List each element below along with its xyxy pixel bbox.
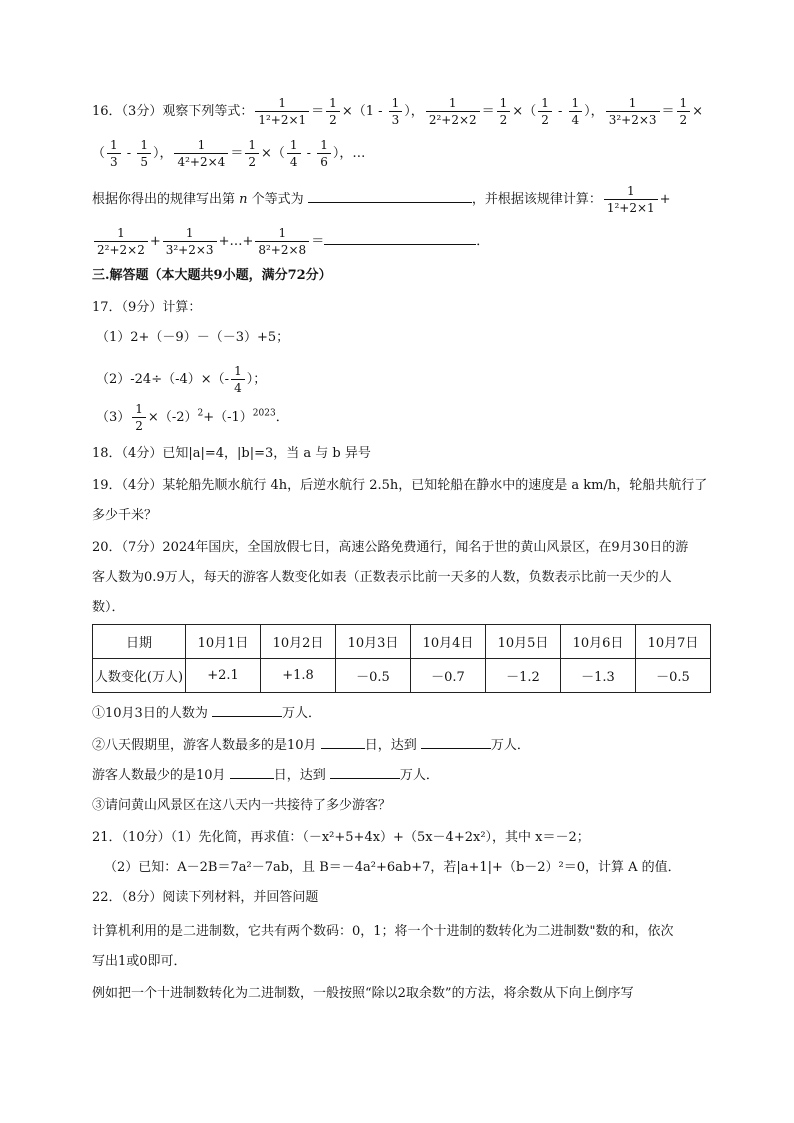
table-cell: －0.5 [336,659,411,693]
q21-line-1: 21．（10分）（1）先化简，再求值：（－x²+5+4x）+（5x－4+2x²），其中 x＝－2； [92,830,590,845]
times: × [341,104,353,119]
text: ）， [152,146,173,161]
equals: ＝ [481,104,495,119]
text: ）， [584,104,604,119]
text: +…+ [218,234,254,249]
q22-line-1: 22．（8分）阅读下列材料，并回答问题 [92,890,319,905]
equals: ＝ [311,104,325,119]
text: ①10月3日的人数为 [92,706,208,721]
text: ），… [332,146,366,161]
table-header-cell: 10月4日 [411,625,486,659]
text: 万人． [490,738,530,753]
table-cell: －1.2 [486,659,561,693]
text: ． [476,234,490,249]
table-cell: －0.5 [636,659,711,693]
fraction: $\frac{1}{\text{1²+2×1}}$ [255,96,309,127]
exponent: 2023 [252,408,276,419]
text: ）； [246,372,267,387]
fraction: $\frac{1}{4}$ [569,96,583,127]
text: 万人． [281,706,321,721]
answer-blank[interactable] [324,230,476,245]
text: （2）-24÷（-4）×（- [96,372,230,387]
fraction: $\frac{1}{2}$ [326,96,340,127]
text: 日，达到 [273,768,326,783]
answer-blank[interactable] [230,764,274,779]
fraction: $\frac{1}{4}$ [287,138,301,169]
table-header-cell: 日期 [93,625,186,659]
answer-blank[interactable] [321,734,365,749]
fraction: $\frac{1}{2}$ [245,138,259,169]
times: × [260,146,272,161]
table-cell: －1.3 [561,659,636,693]
q20-sub-2b [92,764,439,786]
exponent: 2 [197,408,204,419]
q16-line-2 [92,138,365,169]
fraction: $\frac{1}{3}$ [107,138,121,169]
equals: ＝ [311,234,325,249]
q20-sub-2 [92,734,530,756]
table-row [93,659,711,693]
fraction: $\frac{1}{6}$ [317,138,331,169]
fraction: $\frac{1}{4}$ [231,364,245,395]
fraction: $\frac{1}{2}$ [677,96,691,127]
text: （ [92,146,106,161]
fraction: $\frac{1}{\text{3²+2×3}}$ [163,226,217,257]
times: × [512,104,524,119]
q17-part-2 [96,364,266,395]
q17-part-1: （1）2+（－9）－（－3）+5； [96,330,290,345]
q20-sub-3: ③请问黄山风景区在这八天内一共接待了多少游客？ [92,798,392,813]
table-cell: +1.8 [261,659,336,693]
text: ． [275,410,289,425]
q16-line-3 [92,184,671,215]
q19-line-1: 19．（4分）某轮船先顺水航行 4h，后逆水航行 2.5h，已知轮船在静水中的速度是 a km/h，轮船共航行了 [92,478,708,493]
text: （1 - [352,104,387,119]
q20-line-3: 数）． [92,600,125,615]
q22-line-4: 例如把一个十进制数转化为二进制数，一般按照“除以2取余数”的方法，将余数从下向上倒序写 [92,986,634,1001]
q16-line-1 [92,96,703,127]
fraction: $\frac{1}{\text{1²+2×1}}$ [604,184,658,215]
q22-line-2: 计算机利用的是二进制数，它共有两个数码：0，1；将一个十进制的数转化为二进制数"数的和，依次 [92,924,674,939]
q17-title: 17．（9分）计算： [92,300,202,315]
plus: + [659,192,671,207]
minus: - [553,104,567,119]
table-header-cell: 10月1日 [186,625,261,659]
table-header-cell: 10月5日 [486,625,561,659]
fraction: $\frac{1}{\text{2²+2×2}}$ [94,226,148,257]
variable-n: n [239,192,248,207]
text: （3） [96,410,131,425]
text: 游客人数最少的是10月 [92,768,226,783]
fraction: $\frac{1}{2}$ [497,96,511,127]
fraction: $\frac{1}{\text{2²+2×2}}$ [426,96,480,127]
q18-text: 18．（4分）已知|a|=4，|b|=3，当 a 与 b 异号 [92,446,371,461]
visitor-change-table [92,624,711,693]
text: （ [271,146,285,161]
table-cell: 人数变化(万人) [93,659,186,693]
equals: ＝ [661,104,675,119]
fraction: $\frac{1}{\text{8²+2×8}}$ [255,226,309,257]
q20-sub-1 [92,702,321,724]
section-heading: 三.解答题（本大题共9小题，满分72分） [92,268,332,283]
text: ，并根据该规律计算： [471,192,602,207]
fraction: $\frac{1}{5}$ [137,138,151,169]
q16-prefix: 16．（3分）观察下列等式： [92,104,254,119]
q22-line-3: 写出1或0即可． [92,954,187,969]
q21-line-2: （2）已知：A－2B＝7a²－7ab，且 B＝－4a²+6ab+7，若|a+1|+（b－2）²＝0，计算 A 的值． [104,860,681,875]
text: 万人． [399,768,439,783]
table-header-cell: 10月2日 [261,625,336,659]
times: × [692,104,704,119]
minus: - [122,146,136,161]
q20-line-2: 客人数为0.9万人，每天的游客人数变化如表（正数表示比前一天多的人数，负数表示比前一天少的人 [92,570,672,585]
q19-line-2: 多少千米？ [92,508,158,523]
table-cell: +2.1 [186,659,261,693]
text: +（-1） [203,410,253,425]
q16-line-4 [92,226,489,257]
equals: ＝ [230,146,244,161]
answer-blank[interactable] [421,734,491,749]
fraction: $\frac{1}{2}$ [538,96,552,127]
q20-line-1: 20．（7分）2024年国庆，全国放假七日，高速公路免费通行，闻名于世的黄山风景区，在9月30日的游 [92,540,689,555]
text: （ [523,104,537,119]
table-header-cell: 10月7日 [636,625,711,659]
text: ×（-2） [147,410,198,425]
text: 日，达到 [364,738,417,753]
fraction: $\frac{1}{\text{3²+2×3}}$ [606,96,660,127]
table-header-cell: 10月6日 [561,625,636,659]
text: ②八天假期里，游客人数最多的是10月 [92,738,317,753]
text: 根据你得出的规律写出第 [92,192,236,207]
text: ）， [404,104,424,119]
minus: - [302,146,316,161]
answer-blank[interactable] [212,702,282,717]
fraction: $\frac{1}{\text{4²+2×4}}$ [174,138,228,169]
text: 个等式为 [251,192,304,207]
fraction: $\frac{1}{2}$ [132,402,146,433]
q17-part-3 [96,402,289,433]
answer-blank[interactable] [308,188,472,203]
table-header-cell: 10月3日 [336,625,411,659]
plus: + [149,234,161,249]
fraction: $\frac{1}{3}$ [389,96,403,127]
answer-blank[interactable] [330,764,400,779]
table-header-row [93,625,711,659]
table-cell: －0.7 [411,659,486,693]
